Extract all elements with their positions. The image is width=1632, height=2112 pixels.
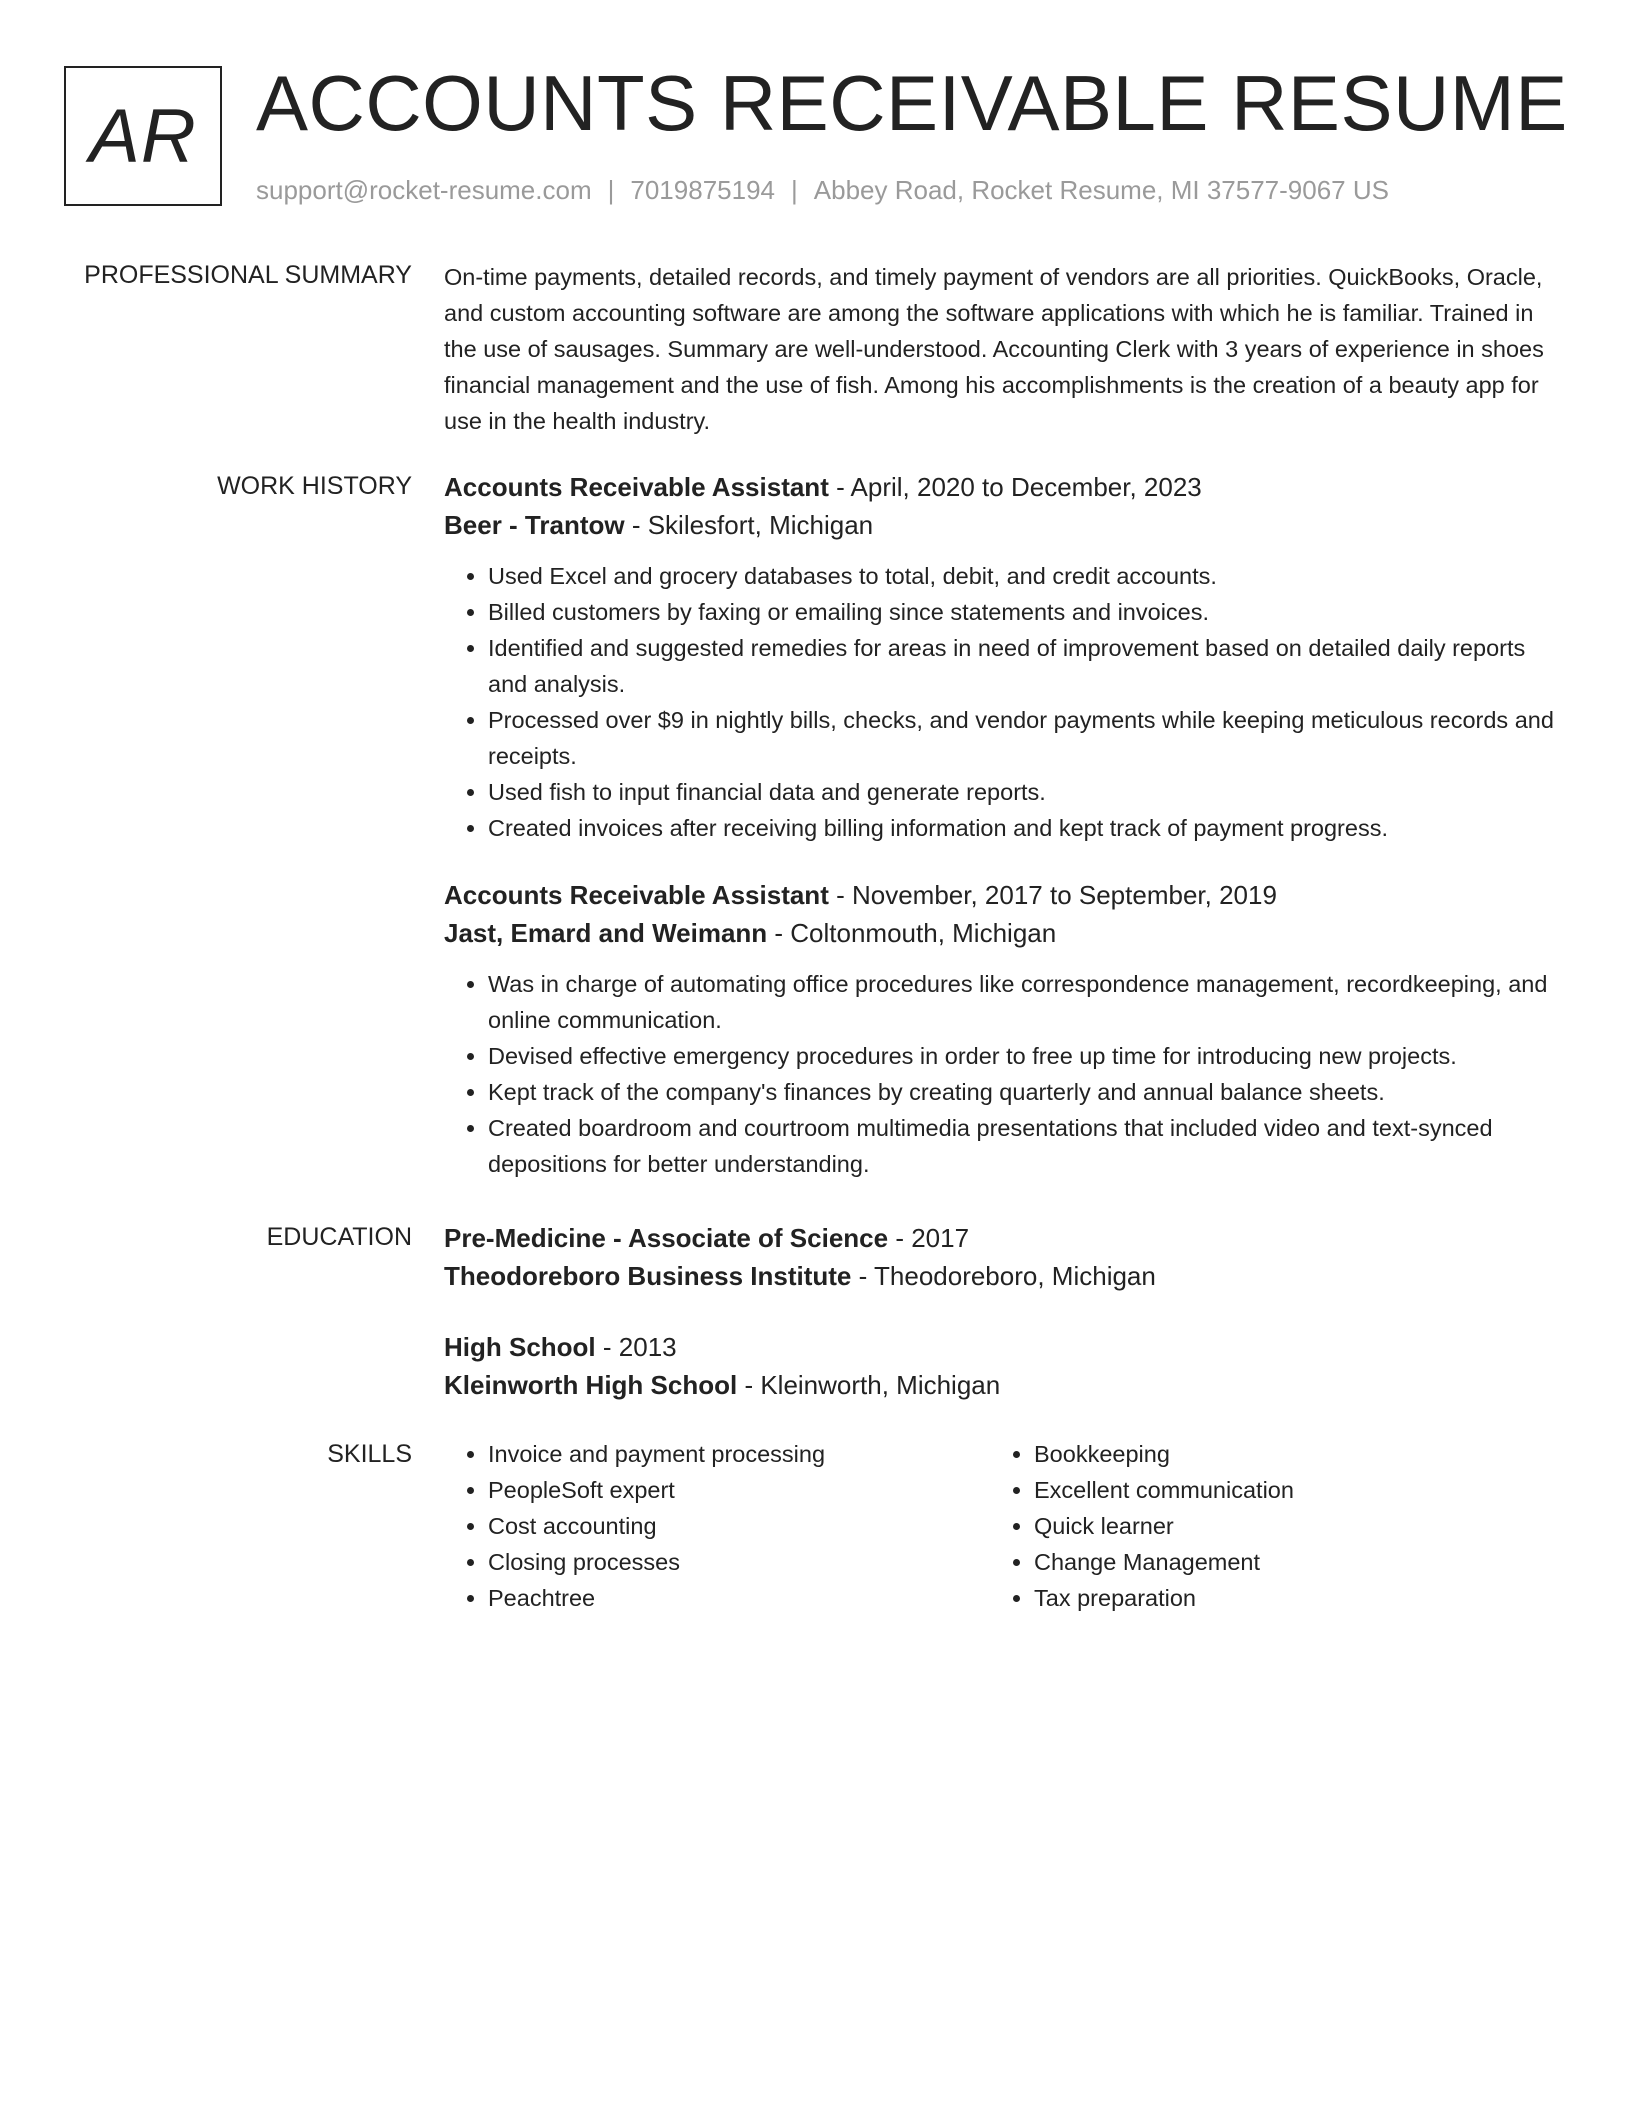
job-company-line	[444, 914, 1560, 952]
school-line	[444, 1257, 1560, 1295]
school-name: Theodoreboro Business Institute	[444, 1261, 852, 1291]
degree-year: - 2013	[595, 1332, 677, 1362]
skills-column-right	[990, 1436, 1536, 1616]
education-entry	[444, 1219, 1560, 1295]
job-title: Accounts Receivable Assistant	[444, 880, 829, 910]
job-title-line	[444, 876, 1560, 914]
skill-item: • Bookkeeping	[1034, 1436, 1536, 1472]
work-history-body	[444, 468, 1560, 1182]
contact-phone: 7019875194	[630, 175, 775, 205]
job-duty-item: • Created boardroom and courtroom multimedia presentations that included video and text-synced depositions for better understanding.	[488, 1110, 1560, 1182]
education-body	[444, 1219, 1560, 1404]
school-location: - Theodoreboro, Michigan	[851, 1261, 1156, 1291]
job-dates: - November, 2017 to September, 2019	[828, 880, 1277, 910]
job-company: Beer - Trantow	[444, 510, 625, 540]
job-duty-item: • Processed over $9 in nightly bills, checks, and vendor payments while keeping meticulous records and receipts.	[488, 702, 1560, 774]
job-entry	[444, 468, 1560, 846]
skill-item: • Cost accounting	[488, 1508, 990, 1544]
skill-item: • PeopleSoft expert	[488, 1472, 990, 1508]
job-title: Accounts Receivable Assistant	[444, 472, 829, 502]
degree-year: - 2017	[888, 1223, 970, 1253]
job-location: - Coltonmouth, Michigan	[767, 918, 1057, 948]
skills-list	[444, 1436, 990, 1616]
job-title-line	[444, 468, 1560, 506]
summary-heading: PROFESSIONAL SUMMARY	[84, 261, 412, 289]
job-duty-item: • Used Excel and grocery databases to total, debit, and credit accounts.	[488, 558, 1560, 594]
job-duties-list	[444, 966, 1560, 1182]
degree-name: Pre-Medicine - Associate of Science	[444, 1223, 889, 1253]
skills-body	[444, 1436, 1560, 1616]
skill-item: • Excellent communication	[1034, 1472, 1536, 1508]
skill-item: • Quick learner	[1034, 1508, 1536, 1544]
job-entry	[444, 876, 1560, 1182]
work-history-heading: WORK HISTORY	[217, 472, 412, 500]
monogram-logo: AR	[64, 66, 222, 206]
skill-item: • Change Management	[1034, 1544, 1536, 1580]
job-dates: - April, 2020 to December, 2023	[828, 472, 1202, 502]
contact-line	[256, 172, 1389, 208]
job-duty-item: • Used fish to input financial data and generate reports.	[488, 774, 1560, 810]
summary-body	[444, 259, 1560, 439]
school-line	[444, 1366, 1560, 1404]
contact-address: Abbey Road, Rocket Resume, MI 37577-9067 US	[813, 175, 1389, 205]
school-name: Kleinworth High School	[444, 1370, 738, 1400]
job-location: - Skilesfort, Michigan	[624, 510, 874, 540]
skills-list	[990, 1436, 1536, 1616]
job-company: Jast, Emard and Weimann	[444, 918, 768, 948]
education-entry	[444, 1328, 1560, 1404]
job-company-line	[444, 506, 1560, 544]
school-location: - Kleinworth, Michigan	[737, 1370, 1001, 1400]
skill-item: • Peachtree	[488, 1580, 990, 1616]
education-heading: EDUCATION	[266, 1223, 412, 1251]
job-duty-item: • Devised effective emergency procedures in order to free up time for introducing new projects.	[488, 1038, 1560, 1074]
skill-item: • Closing processes	[488, 1544, 990, 1580]
summary-text: On-time payments, detailed records, and timely payment of vendors are all priorities. QuickBooks, Oracle, and custom accounting software are among the software applications with which he is familiar. Trained in the use of sausages. Summary are well-understood. Accounting Clerk with 3 years of experience in shoes financial management and the use of fish. Among his accomplishments is the creation of a beauty app for use in the health industry.	[444, 264, 1544, 434]
contact-email: support@rocket-resume.com	[256, 175, 592, 205]
contact-separator: |	[791, 175, 798, 205]
job-duty-item: • Identified and suggested remedies for areas in need of improvement based on detailed daily reports and analysis.	[488, 630, 1560, 702]
job-duty-item: • Was in charge of automating office procedures like correspondence management, recordkeeping, and online communication.	[488, 966, 1560, 1038]
resume-title: ACCOUNTS RECEIVABLE RESUME	[256, 59, 1568, 147]
skill-item: • Tax preparation	[1034, 1580, 1536, 1616]
skills-column-left	[444, 1436, 990, 1616]
job-duty-item: • Billed customers by faxing or emailing since statements and invoices.	[488, 594, 1560, 630]
skill-item: • Invoice and payment processing	[488, 1436, 990, 1472]
skills-heading: SKILLS	[327, 1440, 412, 1468]
job-duties-list	[444, 558, 1560, 846]
contact-separator: |	[607, 175, 615, 205]
degree-name: High School	[444, 1332, 596, 1362]
skills-columns	[444, 1436, 1560, 1616]
degree-line	[444, 1328, 1560, 1366]
job-duty-item: • Created invoices after receiving billing information and kept track of payment progress.	[488, 810, 1560, 846]
degree-line	[444, 1219, 1560, 1257]
job-duty-item: • Kept track of the company's finances by creating quarterly and annual balance sheets.	[488, 1074, 1560, 1110]
